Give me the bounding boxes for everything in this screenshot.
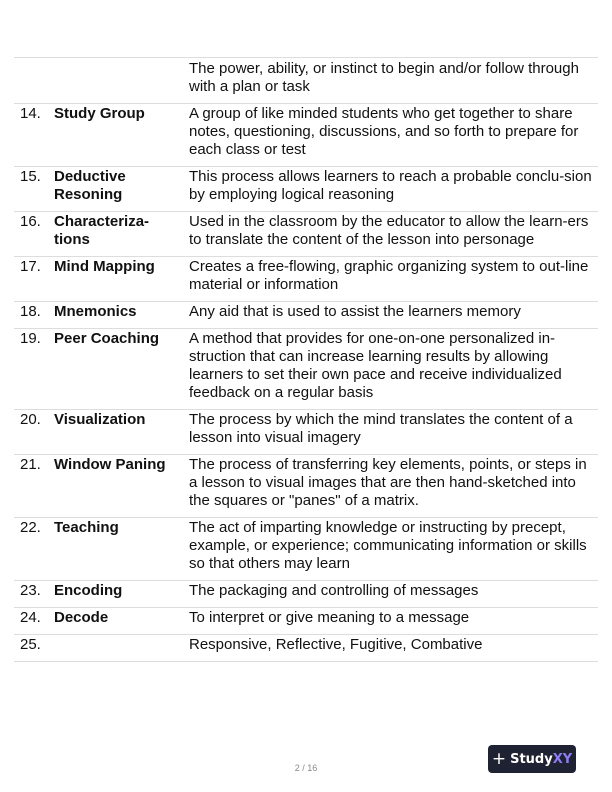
row-definition: The packaging and controlling of messages [189,582,479,599]
row-term: Visualization [54,411,146,428]
table-row [14,302,598,329]
studyxy-logo[interactable] [488,745,576,773]
row-number: 18. [20,303,41,320]
row-number: 19. [20,330,41,347]
row-definition: Responsive, Reflective, Fugitive, Combative [189,636,483,653]
row-term: Study Group [54,105,145,122]
plus-icon: + [491,748,507,769]
row-number: 16. [20,213,41,230]
row-definition: A group of like minded students who get together to share notes, questioning, discussions, and so forth to prepare for each class or test [189,105,579,158]
row-definition: Used in the classroom by the educator to allow the learn-ers to translate the content of the lesson into personage [189,213,589,248]
row-term: Window Paning [54,456,166,473]
table-row [14,455,598,518]
row-number: 24. [20,609,41,626]
row-term: Mnemonics [54,303,137,320]
row-term: Characteriza-tions [54,213,150,248]
glossary-table [14,57,598,662]
row-term: Decode [54,609,109,626]
row-number: 14. [20,105,41,122]
table-row [14,518,598,581]
row-term: Peer Coaching [54,330,160,347]
row-definition: The process by which the mind translates the content of a lesson into visual imagery [189,411,573,446]
table-row [14,167,598,212]
table-row [14,410,598,455]
row-term: Deductive Resoning [54,168,126,203]
table-row [14,104,598,167]
row-term: Teaching [54,519,119,536]
row-number: 15. [20,168,41,185]
row-term: Encoding [54,582,123,599]
row-definition: The process of transferring key elements, points, or steps in a lesson to visual images that are then hand-sketched into the squares or "panes" of a matrix. [189,456,587,509]
row-term: Mind Mapping [54,258,155,275]
row-number: 21. [20,456,41,473]
row-number: 22. [20,519,41,536]
row-definition: The act of imparting knowledge or instructing by precept, example, or experience; communicating information or skills so that others may learn [189,519,587,572]
row-number: 25. [20,636,41,653]
row-definition: This process allows learners to reach a probable conclu-sion by employing logical reasoning [189,168,592,203]
table-row [14,257,598,302]
row-definition: A method that provides for one-on-one personalized in-struction that can increase learning results by allowing learners to set their own pace and receive individualized feedback on a regular basis [189,330,562,401]
row-number: 17. [20,258,41,275]
table-row [14,581,598,608]
table-row [14,212,598,257]
table-row [14,635,598,662]
logo-text-accent: XY [552,751,573,767]
table-row [14,58,598,104]
row-definition: The power, ability, or instinct to begin and/or follow through with a plan or task [189,60,579,95]
table-row [14,329,598,410]
row-definition: Creates a free-flowing, graphic organizing system to out-line material or information [189,258,589,293]
row-number: 20. [20,411,41,428]
row-definition: To interpret or give meaning to a message [189,609,470,626]
page-indicator: 2 / 16 [294,763,318,773]
logo-text-main: Study [510,751,553,767]
row-number: 23. [20,582,41,599]
table-row [14,608,598,635]
row-definition: Any aid that is used to assist the learners memory [189,303,521,320]
